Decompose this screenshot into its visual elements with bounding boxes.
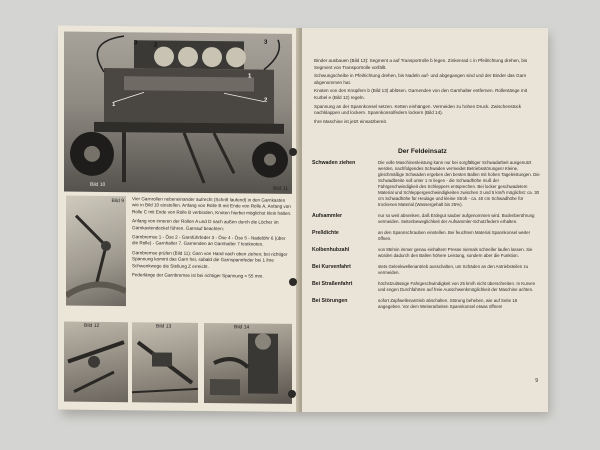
punch-hole bbox=[289, 148, 297, 156]
paragraph: Anfang von inneren der Rollen A und D nach außen durch die Löcher im Garnkastendeckel führen. Garnauf beachten: bbox=[132, 218, 279, 231]
section-row bbox=[312, 264, 540, 276]
section-row bbox=[312, 160, 540, 208]
paragraph: Garnbremse 1 - Öse 2 - Garnführfeder 3 - Öse 4 - Öse 5 - Nadelöhr 6 (über die Rolle) - Garnhalter 7. Garnenden an Garnhalter 7 festknoten. bbox=[132, 234, 286, 248]
page-number: 9 bbox=[535, 378, 538, 384]
callout-label: 2 bbox=[264, 97, 268, 104]
field-use-sections bbox=[312, 160, 540, 315]
callout-label: 1 bbox=[248, 73, 252, 80]
section-text: höchstzulässige Fahrgeschwindigkeit von 25 km/h nicht überschreiten. In Kurven und engen Durchfahrten auf freie Ausschwenkmöglichkeit der Maschine achten. bbox=[378, 281, 536, 292]
section-label: Bei Störungen bbox=[312, 298, 348, 304]
callout-label: 3 bbox=[264, 39, 268, 46]
section-row bbox=[312, 213, 540, 225]
section-row bbox=[312, 298, 540, 310]
left-page bbox=[58, 25, 300, 412]
paragraph: Federlänge der Garnbremse ist bei richtiger Spannung = 55 mm. bbox=[132, 272, 264, 279]
section-label: Schwaden ziehen bbox=[312, 160, 356, 166]
callout-label: 2 bbox=[154, 42, 158, 49]
section-label: Bei Kurvenfahrt bbox=[312, 264, 351, 270]
photo-caption: Bild 12 bbox=[84, 322, 100, 329]
paragraph: Garnbremse prüfen (Bild 11): Garn von Hand nach oben ziehen; bei richtiger Spannung kommt das Garn frei, sobald die Garnspannfeder bei 1 ihre Schwenkwege die Stellung Z erreicht. bbox=[132, 250, 288, 269]
punch-hole bbox=[289, 278, 297, 286]
bottom-photo-3 bbox=[204, 323, 292, 404]
paragraph: Binder ausbauen (Bild 13): Segment a auf Transportrolle b legen. Zinkenrad c in Pfeilrichtung drehen, bis Segment von Transportrolle vorfällt. bbox=[314, 58, 528, 70]
twine-guide-drawing bbox=[66, 196, 126, 307]
photo-caption: Bild 11 bbox=[273, 185, 288, 192]
paragraph: Knoten von den Knüpfern b (Bild 13) ablösen. Garnenden von den Garnhalter entfernen. Rollentänge mit Kurbel e (Bild 12) regeln. bbox=[314, 88, 527, 100]
section-heading: Der Feldeinsatz bbox=[398, 148, 447, 155]
section-text: stets Gelenkwellenantrieb ausschalten, um Schäden an den Antriebsteilen zu vermeiden. bbox=[378, 264, 529, 275]
bottom-photo-1 bbox=[64, 322, 128, 403]
paragraph: Schwungscheibe in Pfeilrichtung drehen, bis Nadeln auf- und abgegangen sind und der Binder das Garn abgenommen hat. bbox=[314, 73, 527, 85]
paragraph: Ihre Maschine ist jetzt einsatzbereit. bbox=[314, 118, 388, 124]
callout-label: 3 bbox=[134, 40, 138, 47]
photo-caption: Bild 9 bbox=[111, 198, 124, 205]
section-row bbox=[312, 230, 540, 242]
bottom-photo-1-drawing bbox=[64, 322, 128, 403]
section-label: Bei Straßenfahrt bbox=[312, 281, 353, 287]
photo-caption: Bild 13 bbox=[156, 323, 172, 330]
section-text: von 85/min immer genau einhalten! Presse niemals schneller laufen lassen. Sie würden dadurch den Ballen höhere Leistung, sondern aber die Funktion. bbox=[378, 247, 533, 258]
photo-caption: Bild 14 bbox=[234, 324, 250, 331]
section-label: Kolbenhubzahl bbox=[312, 247, 350, 253]
garn-instructions bbox=[132, 196, 292, 283]
right-page bbox=[302, 28, 548, 412]
paragraph: Spannung an der Spannkonsel setzen. Ketten einhängen. Vermeiden zu hohen Druck. Zwischenstück nachklappen und lockern. Spannkonsolfedern lockern (Bild 14). bbox=[314, 103, 522, 116]
callout-label: 1 bbox=[112, 102, 116, 109]
paragraph: Vier Garnrollen nebeneinander aufrecht (Schrift laufend) in den Garnkasten wie in Bild 10 einstellen. Anfang von Rolle B mit Ende von Rolle A, Anfang von Rolle C mit Ende von Rolle B verbinden, Knoten hierbei möglichst klein halten. bbox=[132, 196, 292, 216]
baler-machine-drawing bbox=[64, 32, 292, 194]
section-row bbox=[312, 281, 540, 293]
open-booklet bbox=[58, 28, 548, 412]
section-label: Aufsammler bbox=[312, 213, 342, 219]
assembly-instructions bbox=[314, 58, 536, 127]
section-text: nur so weit absenken, daß Erdegut sauber aufgenommen wird. Bodenberührung vermeiden. Seitenbeweglichkeit der Aufsammler-Schutzfedern erhalten. bbox=[378, 213, 535, 224]
section-text: Die volle Maschinenleistung kann nur bei sorgfältiger Schwadarbeit ausgenutzt werden, nachfolgendes Schwaden vermeidet Betriebsstörungen! Kleine, gleichmäßige Schwaden ergeben den besten Ballen mit hohen Tageleistungen. Die Schwadbreite soll unter 1 m liegen - die Schwadhöhe muß der Fahrgeschwindigkeit des Schleppers entsprechen. Bei locker geschwadetem Material und Schleppergeschwindigkeiten zwischen 3 und 5 km/h möglichst: ca. 30 cm Schwadhöhe für Heulage und kleine Stroh - ca. 40 cm Schwadhöhe für trockenes Material (Wassergehalt bis 25%). bbox=[378, 160, 540, 207]
bottom-photo-2 bbox=[132, 322, 198, 403]
photo-caption: Bild 10 bbox=[90, 181, 106, 188]
section-text: an den Spannschrauben einstellen. Bei feuchtem Material Spannkonsel weiter öffnen. bbox=[378, 230, 531, 241]
punch-hole bbox=[288, 390, 296, 398]
garn-detail-photo bbox=[66, 196, 126, 307]
section-row bbox=[312, 247, 540, 259]
section-text: sofort Zapfwellenantrieb abschalten. Störung beheben, wie auf Seite 18 angegeben. Vor dem Weiterarbeiten Spannkonsel etwas öffnen! bbox=[378, 298, 518, 309]
baler-main-photo bbox=[64, 32, 292, 194]
section-label: Preßdichte bbox=[312, 230, 339, 236]
bottom-photo-2-drawing bbox=[132, 322, 198, 403]
bottom-photo-3-drawing bbox=[204, 323, 292, 404]
